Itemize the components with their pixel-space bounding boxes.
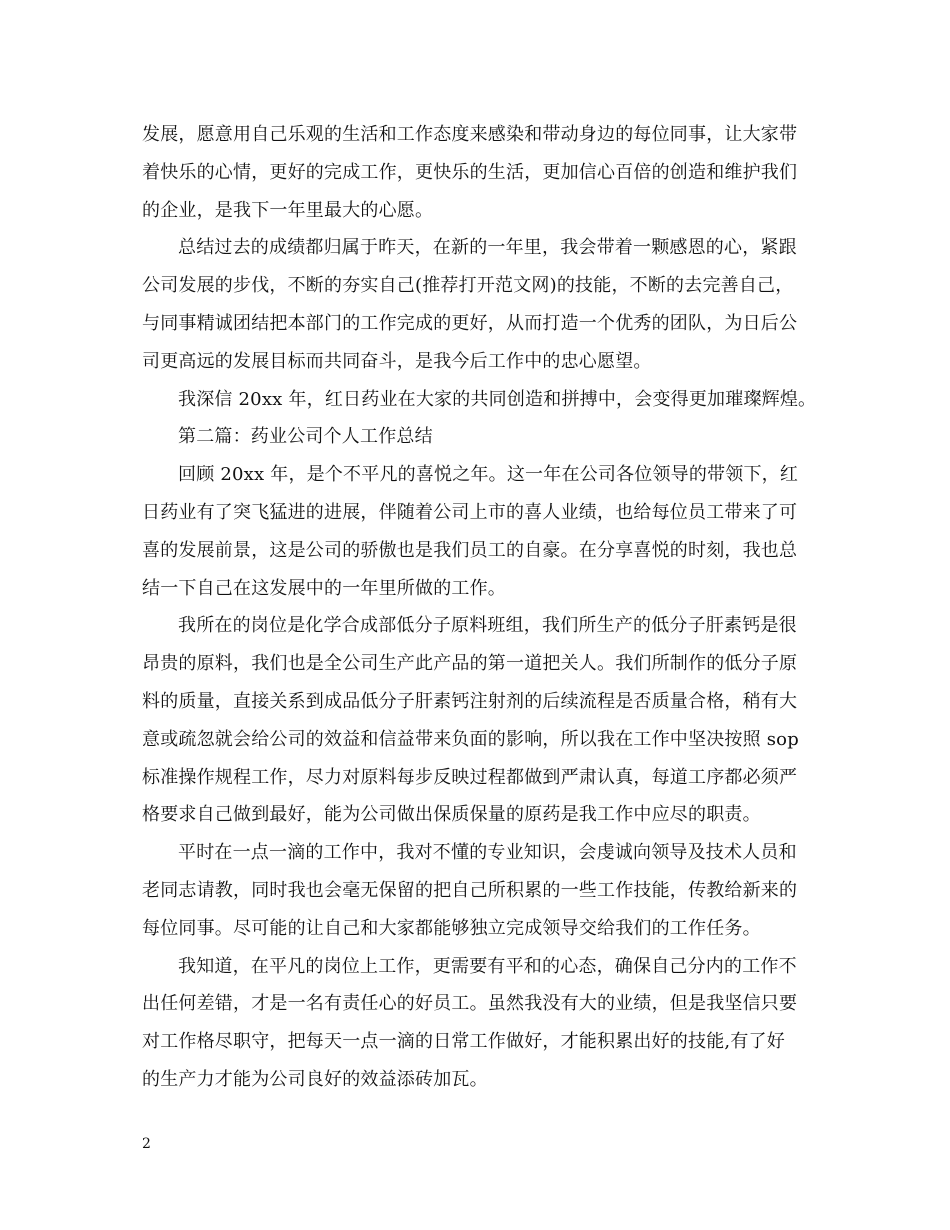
text-line: 意或疏忽就会给公司的效益和信益带来负面的影响，所以我在工作中坚决按照 sop	[142, 728, 799, 750]
text-line: 公司发展的步伐，不断的夯实自己(推荐打开范文网)的技能，不断的去完善自己，	[142, 275, 794, 297]
text-line: 的生产力才能为公司良好的效益添砖加瓦。	[142, 1068, 488, 1090]
text-line: 我知道，在平凡的岗位上工作，更需要有平和的心态，确保自己分内的工作不	[178, 955, 797, 977]
text-line: 的企业，是我下一年里最大的心愿。	[142, 199, 434, 221]
text-line: 料的质量，直接关系到成品低分子肝素钙注射剂的后续流程是否质量合格，稍有大	[142, 690, 798, 712]
text-line: 结一下自己在这发展中的一年里所做的工作。	[142, 577, 506, 599]
text-line: 老同志请教，同时我也会毫无保留的把自己所积累的一些工作技能，传教给新来的	[142, 879, 798, 901]
text-line: 第二篇：药业公司个人工作总结	[178, 426, 433, 448]
text-line: 回顾 20xx 年，是个不平凡的喜悦之年。这一年在公司各位领导的带领下，红	[178, 464, 799, 486]
text-line: 发展，愿意用自己乐观的生活和工作态度来感染和带动身边的每位同事，让大家带	[142, 124, 798, 145]
text-line: 总结过去的成绩都归属于昨天，在新的一年里，我会带着一颗感恩的心，紧跟	[178, 237, 797, 259]
text-line: 我所在的岗位是化学合成部低分子原料班组，我们所生产的低分子肝素钙是很	[178, 615, 797, 637]
text-line: 我深信 20xx 年，红日药业在大家的共同创造和拼搏中，会变得更加璀璨辉煌。	[178, 388, 817, 410]
document-body	[142, 116, 817, 1099]
text-line: 昂贵的原料，我们也是全公司生产此产品的第一道把关人。我们所制作的低分子原	[142, 653, 798, 675]
text-line: 与同事精诚团结把本部门的工作完成的更好，从而打造一个优秀的团队，为日后公	[142, 312, 798, 334]
page-number: 2	[142, 1136, 151, 1152]
text-line: 每位同事。尽可能的让自己和大家都能够独立完成领导交给我们的工作任务。	[142, 917, 761, 939]
text-line: 标准操作规程工作，尽力对原料每步反映过程都做到严肃认真，每道工序都必须严	[142, 766, 798, 788]
text-line: 着快乐的心情，更好的完成工作，更快乐的生活，更加信心百倍的创造和维护我们	[142, 161, 798, 183]
text-line: 喜的发展前景，这是公司的骄傲也是我们员工的自豪。在分享喜悦的时刻，我也总	[142, 539, 798, 561]
text-line: 司更高远的发展目标而共同奋斗，是我今后工作中的忠心愿望。	[142, 350, 652, 372]
text-line: 格要求自己做到最好，能为公司做出保质保量的原药是我工作中应尽的职责。	[142, 804, 761, 826]
text-line: 出任何差错，才是一名有责任心的好员工。虽然我没有大的业绩，但是我坚信只要	[142, 993, 798, 1015]
text-line: 日药业有了突飞猛进的进展，伴随着公司上市的喜人业绩，也给每位员工带来了可	[142, 501, 798, 523]
text-line: 对工作格尽职守，把每天一点一滴的日常工作做好，才能积累出好的技能,有了好	[142, 1031, 785, 1053]
text-line: 平时在一点一滴的工作中，我对不懂的专业知识，会虔诚向领导及技术人员和	[178, 842, 797, 864]
